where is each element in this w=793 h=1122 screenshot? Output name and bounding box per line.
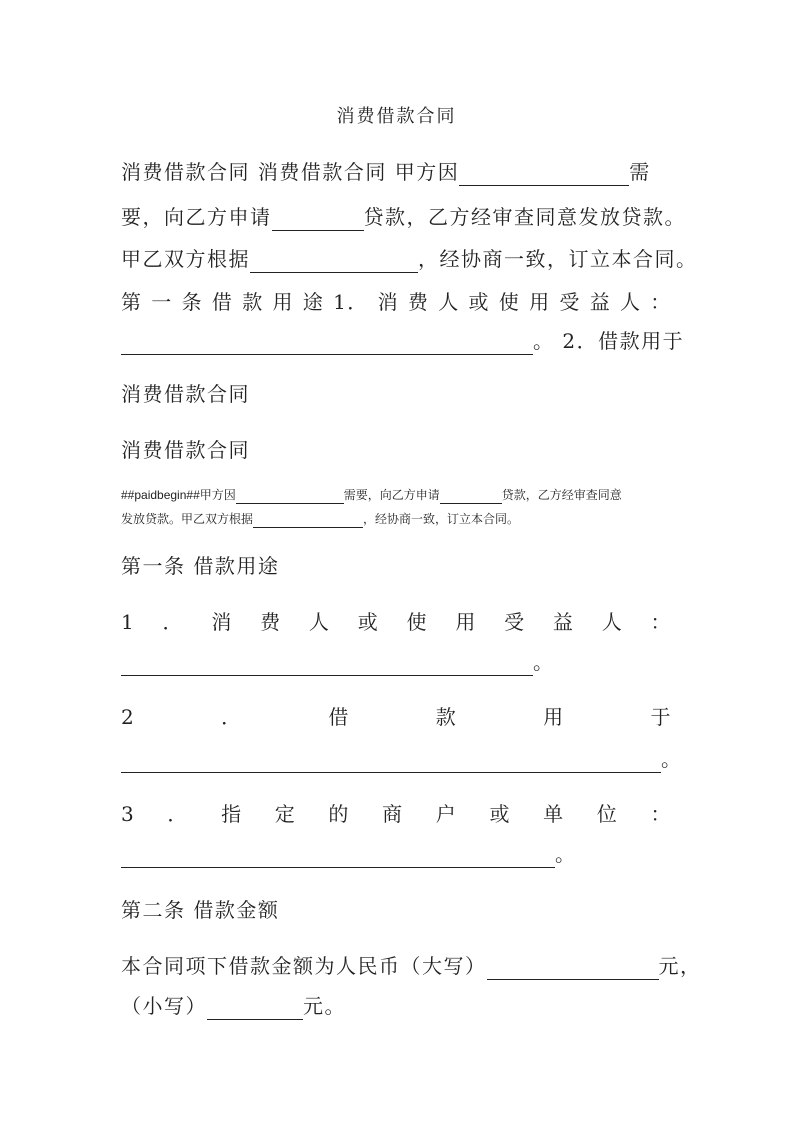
item-end: 。 [533,650,555,674]
spaced-char: 户 [435,802,458,826]
spaced-char: 途 [302,290,325,314]
article-2-text: 本合同项下借款金额为人民币（大写） [121,954,487,978]
spaced-char: 用 [455,610,477,634]
preview-line-1 [121,486,672,504]
spaced-char: 单 [543,802,565,826]
spaced-char: 借 [211,290,234,314]
blank-field [250,251,418,273]
spaced-char: 于 [650,705,672,729]
summary-line-4 [121,288,672,316]
preview-line-2 [121,510,672,528]
spaced-char: 人 [438,290,460,314]
summary-text: ，经协商一致，订立本合同。 [418,247,698,271]
article-1-heading: 第一条 借款用途 [121,554,280,578]
spaced-char: 消 [211,610,233,634]
spaced-char: ． [221,705,243,729]
article-1-item-2-blank [121,745,683,773]
spaced-char: 1 [121,610,136,634]
spaced-char: 人 [619,290,642,314]
blank-field [121,751,661,773]
spaced-char: ： [650,802,672,826]
summary-text: 贷款，乙方经审查同意发放贷款。 [363,205,686,229]
spaced-char: ． [167,802,189,826]
blank-field [121,333,533,355]
repeat-heading: 消费借款合同 [121,438,250,462]
item-end: 。 [555,842,577,866]
blank-field [121,654,533,676]
spaced-char: 位 [596,802,619,826]
spaced-char: 一 [151,290,173,314]
spaced-char: 消 [377,290,400,314]
summary-line-2 [121,203,686,231]
preview-text: 贷款，乙方经审查同意 [501,488,622,502]
spaced-char: ． [162,610,185,634]
spaced-char: 定 [274,802,297,826]
summary-text: 要，向乙方申请 [121,205,272,229]
spaced-char: 款 [242,290,264,314]
spaced-char: 3 [121,802,136,826]
item-end: 。 [661,747,683,771]
spaced-char: 或 [468,290,490,314]
spaced-char: 受 [559,290,581,314]
summary-text: 需 [629,160,651,184]
article-1-item-1 [121,608,672,636]
blank-field [236,489,344,504]
blank-field [440,489,502,504]
spaced-char: 条 [181,290,204,314]
preview-text: 发放贷款。甲乙双方根据 [121,512,254,526]
spaced-char: 1． [333,290,369,314]
preview-text: ，经协商一致，订立本合同。 [363,512,520,526]
spaced-char: 或 [357,610,380,634]
summary-line-1 [121,158,672,186]
article-1-item-3 [121,800,672,828]
article-2-line-2 [121,992,672,1020]
spaced-char: 人 [601,610,624,634]
spaced-char: 款 [435,705,458,729]
spaced-char: 用 [272,290,294,314]
summary-line-5 [121,327,685,355]
article-2-line-1 [121,952,702,980]
spaced-char: 益 [552,610,575,634]
spaced-char: ： [650,610,672,634]
spaced-char: 第 [121,290,143,314]
spaced-char: 用 [543,705,565,729]
summary-text: 。 2．借款用于 [533,329,685,353]
blank-field [459,164,629,186]
blank-field [487,958,659,980]
blank-field [207,998,303,1020]
article-1-item-2 [121,703,672,731]
summary-text: 消费借款合同 消费借款合同 甲方因 [121,160,460,184]
spaced-char: 指 [221,802,243,826]
blank-field [121,846,555,868]
spaced-char: 费 [407,290,430,314]
summary-text: 甲乙双方根据 [121,247,250,271]
spaced-char: 受 [504,610,526,634]
preview-text: 需要，向乙方申请 [343,488,440,502]
repeat-heading: 消费借款合同 [121,382,250,406]
spaced-char: ： [650,290,672,314]
paid-marker: ##paidbegin## [121,488,200,502]
blank-field [272,209,364,231]
article-2-text: 元， [658,954,702,978]
spaced-char: 益 [589,290,612,314]
preview-text: 甲方因 [199,488,236,502]
article-2-heading: 第二条 借款金额 [121,898,280,922]
spaced-char: 的 [328,802,350,826]
spaced-char: 人 [308,610,331,634]
spaced-char: 费 [260,610,282,634]
blank-field [253,513,363,528]
spaced-char: 使 [406,610,429,634]
article-1-item-3-blank [121,840,672,868]
spaced-char: 借 [328,705,350,729]
spaced-char: 商 [382,802,404,826]
spaced-char: 用 [529,290,551,314]
article-2-text: 元。 [303,994,346,1018]
document-title: 消费借款合同 [336,106,457,127]
summary-line-3 [121,245,698,273]
spaced-char: 或 [489,802,511,826]
article-2-text: （小写） [121,994,207,1018]
spaced-char: 使 [498,290,521,314]
article-1-item-1-blank [121,648,672,676]
spaced-char: 2 [121,705,136,729]
